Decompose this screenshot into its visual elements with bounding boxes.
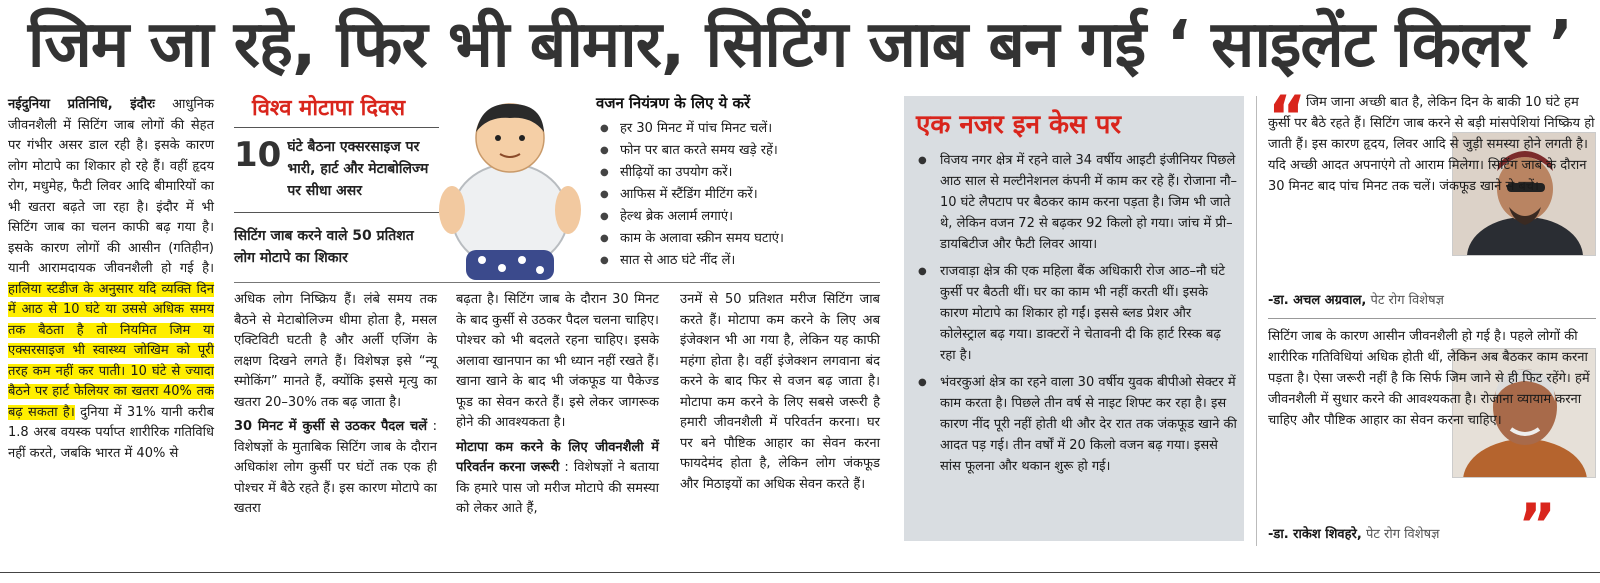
big-stat [234, 136, 439, 202]
expert1-name: -डा. अचल अग्रवाल, [1268, 293, 1367, 308]
case-item: ● विजय नगर क्षेत्र में रहने वाले 34 वर्षीय आइटी इंजीनियर पिछले आठ साल से मल्टीनेशनल कंपनी में काम कर रहे हैं। रोजाना नौ–10 घंटे लैपटाप पर बैठकर काम करना पड़ता है। जिम भी जाते थे, लेकिन वजन 72 से बढ़कर 92 किलो हो गया। जांच में प्री–डायबिटीज और फैटी लिवर आया। [916, 150, 1238, 255]
expert2-quote: सिटिंग जाब के कारण आसीन जीवनशैली हो गई है। पहले लोगों की शारीरिक गतिविधियां अधिक होती थीं, लेकिन अब बैठकर काम करना पड़ता है। ऐसा जरूरी नहीं है कि सिर्फ जिम जाने से ही फिट रहेंगे। हमें जीवनशैली में सुधार करने की आवश्यकता है। रोजाना व्यायाम करना चाहिए और पौष्टिक आहार का सेवन करना चाहिए। [1268, 329, 1590, 428]
intro-text: आधुनिक जीवनशैली में सिटिंग जाब लोगों की सेहत पर गंभीर असर डाल रही है। इसके कारण लोग मोटापे का शिकार हो रहे हैं। वहीं हृदय रोग, मधुमेह, फैटी लिवर आदि बीमारियों का भी खतरा बढ़ते जा रहा है। इंदौर में भी सिटिंग जाब का चलन काफी बढ़ गया है। इसके कारण लोगों की आसीन (गतिहीन) यानी आरामदायक जीवनशैली हो गई है। [8, 97, 214, 276]
expert-divider [1268, 318, 1596, 319]
big-stat-number: 10 [234, 135, 282, 175]
tip-item: ● आफिस में स्टैंडिंग मीटिंग करें। [596, 184, 896, 206]
tip-item: ● फोन पर बात करते समय खड़े रहें। [596, 140, 896, 162]
overweight-man-illustration [432, 98, 587, 288]
expert1-specialty: पेट रोग विशेषज्ञ [1370, 293, 1444, 308]
sub-stat: सिटिंग जाब करने वाले 50 प्रतिशत लोग मोटापे का शिकार [234, 228, 414, 266]
dateline: नईदुनिया प्रतिनिधि, इंदौरः [8, 97, 155, 112]
tip-item: ● हर 30 मिनट में पांच मिनट चलें। [596, 118, 896, 140]
tip-item: ● सीढ़ियों का उपयोग करें। [596, 162, 896, 184]
sidebar-title: विश्व मोटापा दिवस [252, 96, 406, 121]
close-quote-icon: ” [1518, 491, 1557, 559]
expert1-signature [1268, 290, 1598, 311]
section-divider [234, 282, 880, 283]
weight-control-tips [596, 92, 896, 272]
tip-item: ● काम के अलावा स्क्रीन समय घटाएं। [596, 228, 896, 250]
big-stat-text: घंटे बैठना एक्सरसाइज पर भारी, हार्ट और मेटाबोलिज्म पर सीधा असर [287, 139, 429, 199]
case-item: ● राजवाड़ा क्षेत्र की एक महिला बैंक अधिकारी रोज आठ–नौ घंटे कुर्सी पर बैठती थीं। घर का काम भी नहीं करती थीं। इसके कारण मोटापे का शिकार हो गईं। इससे ब्लड प्रेशर और कोलेस्ट्राल बढ़ गया। डाक्टरों ने चेतावनी दी कि हार्ट रिस्क बढ़ रहा है। [916, 261, 1238, 366]
stats-block [234, 95, 439, 269]
tip-item: ● हेल्थ ब्रेक अलार्म लगाएं। [596, 206, 896, 228]
expert2-name: -डा. राकेश शिवहरे, [1268, 527, 1362, 542]
col3-text: : विशेषज्ञों ने बताया कि हमारे पास जो मरीज मोटापे की समस्या को लेकर आते हैं, [456, 460, 659, 516]
tips-list [596, 118, 896, 272]
headline: जिम जा रहे, फिर भी बीमार, सिटिंग जाब बन गई ‘ साइलेंट किलर ’ [27, 8, 1573, 82]
tip-item: ● सात से आठ घंटे नींद लें। [596, 250, 896, 272]
col3-paragraph-2 [456, 438, 659, 520]
cases-title: एक नजर इन केस पर [916, 110, 1122, 140]
intro-paragraph [8, 95, 214, 464]
divider [234, 127, 439, 128]
column-3 [456, 290, 659, 520]
cartoon-figure-icon [432, 98, 587, 288]
col4-paragraph: उनमें से 50 प्रतिशत मरीज सिटिंग जाब करते हैं। मोटापा कम करने के लिए अब इंजेक्शन भी आ गया है, लेकिन यह काफी महंगा होता है। वहीं इंजेक्शन लगवाना बंद करने के बाद फिर से वजन बढ़ जाता है। मोटापा कम करने के लिए सबसे जरूरी है हमारी जीवनशैली में परिवर्तन करना। घर पर बने पौष्टिक आहार का सेवन करना फायदेमंद होता है, लेकिन लोग जंकफूड और मिठाइयों का अधिक सेवन करते हैं। [680, 292, 880, 492]
col2-text: : विशेषज्ञों के मुताबिक सिटिंग जाब के दौरान अधिकांश लोग कुर्सी पर घंटों तक एक ही पोश्चर में बैठे रहते हैं। इस कारण मोटापे का खतरा [234, 419, 437, 516]
bottom-rule [0, 572, 1600, 573]
column-intro [8, 95, 214, 464]
intro-text-2: दुनिया में 31% यानी करीब 1.8 अरब वयस्क पर्याप्त शारीरिक गतिविधि नहीं करते, जबकि भारत में 40% से [8, 404, 215, 461]
divider [234, 212, 439, 213]
column-2 [234, 290, 437, 520]
open-quote-icon: “ [1268, 83, 1307, 151]
column-divider [1256, 96, 1257, 546]
cases-box [904, 96, 1244, 541]
highlighted-study-text: हालिया स्टडीज के अनुसार यदि व्यक्ति दिन में आठ से 10 घंटे या उससे अधिक समय तक बैठता है तो नियमित जिम या एक्सरसाइज भी स्वास्थ्य जोखिम को पूरी तरह कम नहीं कर पाती। 10 घंटे से ज्यादा बैठने पर हार्ट फेलियर का खतरा 40% तक बढ़ सकता है। [8, 281, 214, 420]
expert2-specialty: पेट रोग विशेषज्ञ [1365, 527, 1440, 542]
col2-paragraph: अधिक लोग निष्क्रिय हैं। लंबे समय तक बैठने से मेटाबोलिज्म धीमा होता है, मसल एक्टिविटी घटती है और अर्ली एजिंग के लक्षण दिखने लगते हैं। विशेषज्ञ इसे “न्यू स्मोकिंग” मानते हैं, क्योंकि इससे मृत्यु का खतरा 20–30% तक बढ़ जाता है। [234, 292, 437, 410]
expert1-quote: जिम जाना अच्छी बात है, लेकिन दिन के बाकी 10 घंटे हम कुर्सी पर बैठे रहते हैं। सिटिंग जाब करने से बड़ी मांसपेशियां निष्क्रिय हो जाती हैं। इस कारण हृदय, लिवर आदि से जुड़ी समस्या होने लगती है। यदि अच्छी आदत अपनाएंगे तो आराम मिलेगा। सिटिंग जाब के दौरान 30 मिनट बाद पांच मिनट तक चलें। जंकफूड खाने से बचें। [1268, 95, 1595, 194]
case-item: ● भंवरकुआं क्षेत्र का रहने वाला 30 वर्षीय युवक बीपीओ सेक्टर में काम करता है। पिछले तीन वर्ष से नाइट शिफ्ट कर रहा है। इस कारण नींद पूरी नहीं होती थी और देर रात तक जंकफूड खाने की आदत पड़ गई। तीन वर्षों में 20 किलो वजन बढ़ गया। इससे सांस फूलना और थकान शुरू हो गई। [916, 372, 1238, 477]
col2-paragraph-2 [234, 417, 437, 520]
col2-subhead: 30 मिनट में कुर्सी से उठकर पैदल चलें [234, 419, 428, 434]
tips-title: वजन नियंत्रण के लिए ये करें [596, 94, 751, 112]
col3-subhead: मोटापा कम करने के लिए जीवनशैली में परिवर्तन करना जरूरी [456, 439, 659, 475]
column-4 [680, 290, 880, 495]
col3-paragraph: बढ़ता है। सिटिंग जाब के दौरान 30 मिनट के बाद कुर्सी से उठकर पैदल चलना चाहिए। पोश्चर को भी बदलते रहना चाहिए। इसके अलावा खानपान का भी ध्यान नहीं रखते हैं। खाना खाने के बाद भी जंकफूड या पैकेज्ड फूड का सेवन करते हैं। इसे लेकर जागरूक होने की आवश्यकता है। [456, 292, 659, 430]
expert2-block [1268, 324, 1596, 560]
cases-list [916, 150, 1238, 483]
